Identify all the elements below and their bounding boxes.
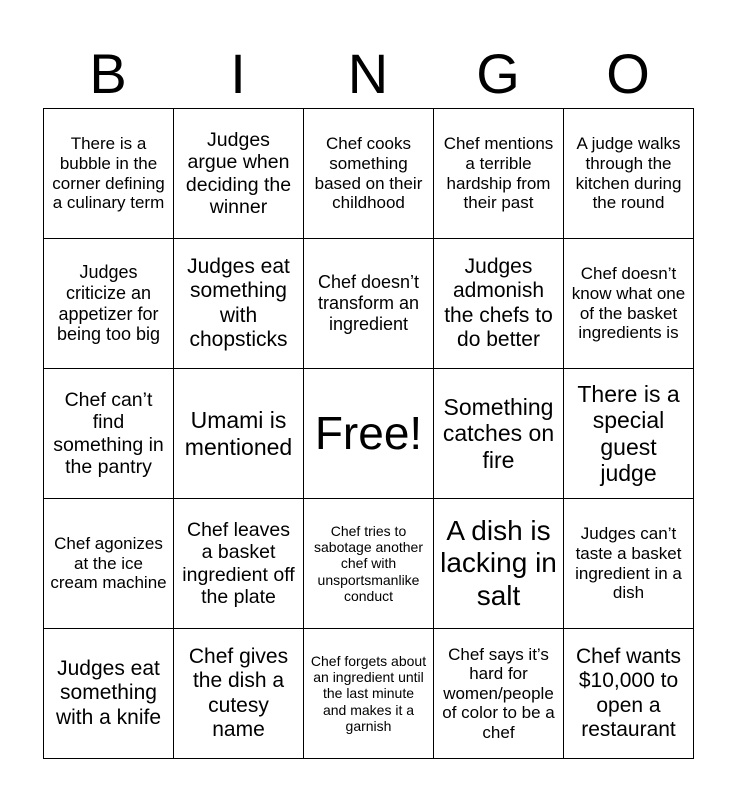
bingo-cell[interactable]: Chef gives the dish a cutesy name	[174, 629, 304, 759]
bingo-cell[interactable]: Judges criticize an appetizer for being too big	[44, 239, 174, 369]
board-row	[44, 369, 694, 499]
bingo-cell[interactable]: Chef says it’s hard for women/people of color to be a chef	[434, 629, 564, 759]
bingo-cell[interactable]: A dish is lacking in salt	[434, 499, 564, 629]
bingo-cell[interactable]: Chef can’t find something in the pantry	[44, 369, 174, 499]
bingo-cell[interactable]: Judges eat something with chopsticks	[174, 239, 304, 369]
bingo-cell[interactable]: Chef doesn’t transform an ingredient	[304, 239, 434, 369]
header-letter-o: O	[606, 42, 650, 105]
header-letter-n: N	[347, 42, 389, 105]
bingo-cell[interactable]: Umami is mentioned	[174, 369, 304, 499]
board-row	[44, 239, 694, 369]
bingo-cell[interactable]: Chef cooks something based on their childhood	[304, 109, 434, 239]
bingo-header	[43, 40, 693, 108]
bingo-cell[interactable]: Chef doesn’t know what one of the basket ingredients is	[564, 239, 694, 369]
board-row	[44, 499, 694, 629]
bingo-cell[interactable]: A judge walks through the kitchen during the round	[564, 109, 694, 239]
bingo-cell[interactable]: Chef forgets about an ingredient until the last minute and makes it a garnish	[304, 629, 434, 759]
bingo-cell[interactable]: There is a bubble in the corner defining a culinary term	[44, 109, 174, 239]
bingo-cell[interactable]: Chef tries to sabotage another chef with unsportsmanlike conduct	[304, 499, 434, 629]
free-space-cell[interactable]: Free!	[304, 369, 434, 499]
bingo-cell[interactable]: Judges argue when deciding the winner	[174, 109, 304, 239]
header-letter-i: I	[230, 42, 246, 105]
board-row	[44, 629, 694, 759]
bingo-cell[interactable]: Chef wants $10,000 to open a restaurant	[564, 629, 694, 759]
bingo-cell[interactable]: Chef agonizes at the ice cream machine	[44, 499, 174, 629]
bingo-cell[interactable]: Judges admonish the chefs to do better	[434, 239, 564, 369]
header-letter-b: B	[89, 42, 127, 105]
bingo-board	[43, 108, 694, 759]
bingo-cell[interactable]: Judges can’t taste a basket ingredient in a dish	[564, 499, 694, 629]
bingo-cell[interactable]: Chef mentions a terrible hardship from their past	[434, 109, 564, 239]
bingo-cell[interactable]: Judges eat something with a knife	[44, 629, 174, 759]
bingo-cell[interactable]: Something catches on fire	[434, 369, 564, 499]
board-row	[44, 109, 694, 239]
bingo-cell[interactable]: There is a special guest judge	[564, 369, 694, 499]
bingo-cell[interactable]: Chef leaves a basket ingredient off the plate	[174, 499, 304, 629]
header-letter-g: G	[476, 42, 520, 105]
